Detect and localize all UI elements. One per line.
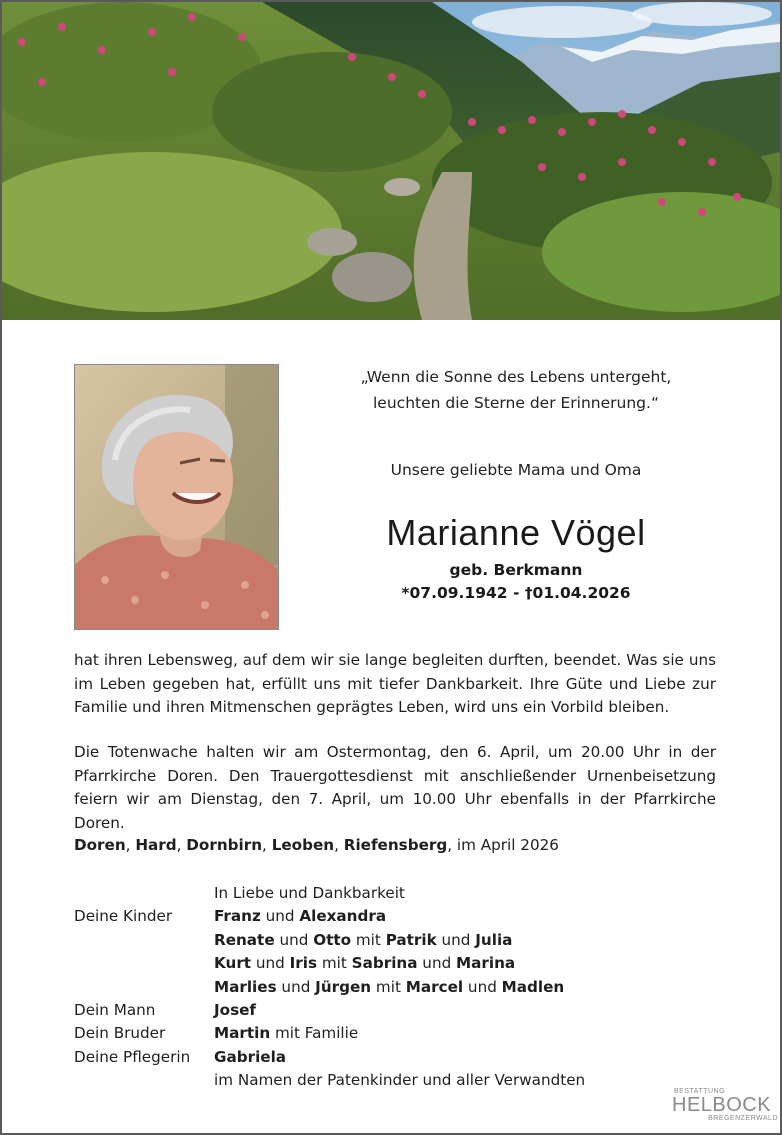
paragraph-tribute: hat ihren Lebensweg, auf dem wir sie lange begleiten durften, beendet. Was sie uns im Leben gegeben hat, erfüllt uns mit tiefer Dankbarkeit. Ihre Güte und Liebe zur Familie und ihren Mitmenschen geprägtes Leben, wird uns ein Vorbild bleiben. [74, 651, 716, 716]
life-dates: *07.09.1942 - †01.04.2026 [401, 584, 631, 602]
mourner-name: Kurt [214, 954, 252, 973]
mourners-list [74, 882, 714, 1093]
mourner-name: Renate [214, 930, 275, 949]
logo-main-text: HELBOCK [672, 1094, 772, 1116]
mourner-name: Martin [214, 1024, 271, 1043]
mourner-row-kinder-1 [74, 905, 714, 928]
mourner-row-pflegerin [74, 1046, 714, 1069]
connector: mit [317, 954, 352, 973]
place-name: Hard [135, 836, 177, 854]
separator: , [176, 836, 187, 854]
mourner-row-kinder-2 [74, 929, 714, 952]
connector: und [276, 977, 316, 996]
mourner-name: Alexandra [299, 907, 387, 926]
mourner-row-closing [74, 1069, 714, 1092]
mourner-name: Otto [313, 930, 352, 949]
place-name: Leoben [271, 836, 335, 854]
date-suffix: , im April 2026 [447, 836, 559, 854]
relation-label: Deine Kinder [74, 907, 173, 926]
place-name: Doren [74, 836, 126, 854]
memorial-quote [320, 364, 712, 416]
mourner-name: Marlies [214, 977, 277, 996]
intro-line: Unsere geliebte Mama und Oma [390, 461, 642, 479]
place-name: Dornbirn [186, 836, 263, 854]
separator: , [262, 836, 272, 854]
mountain-banner-image [2, 2, 780, 320]
separator: , [125, 836, 136, 854]
connector: mit [371, 977, 406, 996]
mourner-row-kinder-4 [74, 976, 714, 999]
deceased-name: Marianne Vögel [386, 512, 646, 553]
connector: und [436, 930, 476, 949]
relation-label: Deine Pflegerin [74, 1047, 191, 1066]
mourner-name: Jürgen [315, 977, 372, 996]
mourner-name: Patrik [385, 930, 437, 949]
quote-line-2: leuchten die Sterne der Erinnerung.“ [373, 394, 659, 412]
place-name: Riefensberg [343, 836, 448, 854]
funeral-home-logo [670, 1088, 778, 1130]
mourners-heading: In Liebe und Dankbarkeit [214, 884, 405, 902]
mourner-name: Julia [475, 930, 513, 949]
mourner-name: Iris [289, 954, 318, 973]
mourner-name: Josef [214, 1000, 257, 1019]
connector: und [417, 954, 457, 973]
connector: mit [351, 930, 386, 949]
connector: und [274, 930, 314, 949]
separator: , [334, 836, 344, 854]
mourner-name: Madlen [501, 977, 565, 996]
paragraph-ceremony: Die Totenwache halten wir am Ostermontag, den 6. April, um 20.00 Uhr in der Pfarrkirche Doren. Den Trauergottesdienst mit anschließender Urnenbeisetzung feiern wir am Dienstag, den 7. April, um 10.00 Uhr ebenfalls in der Pfarrkirche Doren. [74, 743, 716, 832]
connector: mit Familie [270, 1024, 359, 1043]
mourners-heading-row [74, 882, 714, 905]
relation-label: Dein Mann [74, 1000, 156, 1019]
logo-sub-text: BREGENZERWALD [708, 1115, 778, 1122]
mourners-closing: im Namen der Patenkinder und aller Verwandten [214, 1071, 586, 1090]
mourner-name: Sabrina [351, 954, 418, 973]
mourner-name: Franz [214, 907, 261, 926]
logo-top-text: BESTATTUNG [674, 1088, 726, 1095]
mourner-row-mann [74, 999, 714, 1022]
connector: und [463, 977, 502, 996]
relation-label: Dein Bruder [74, 1024, 166, 1043]
connector: und [260, 907, 300, 926]
portrait-photo [74, 364, 279, 630]
mourner-row-kinder-3 [74, 952, 714, 975]
places-line [74, 836, 559, 854]
mourner-row-bruder [74, 1022, 714, 1045]
connector: und [251, 954, 290, 973]
mourner-name: Gabriela [214, 1047, 287, 1066]
birth-name: geb. Berkmann [449, 561, 583, 579]
mourner-name: Marcel [405, 977, 464, 996]
mourner-name: Marina [456, 954, 516, 973]
quote-line-1: „Wenn die Sonne des Lebens untergeht, [360, 368, 672, 386]
